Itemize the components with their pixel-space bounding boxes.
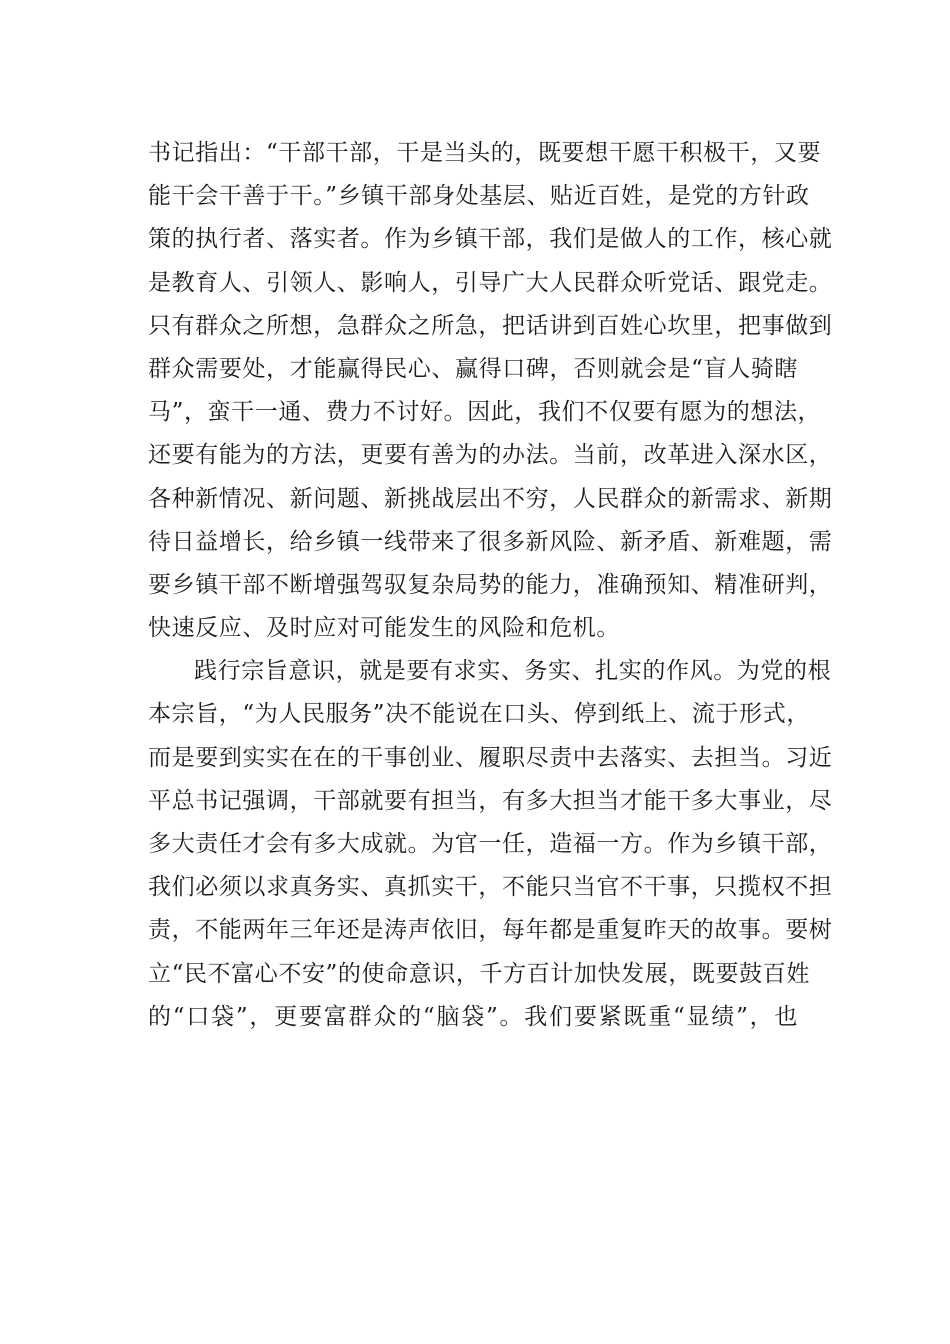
text-line: 本宗旨，“为人民服务”决不能说在口头、停到纸上、流于形式， [148, 701, 810, 728]
text-line: 只有群众之所想，急群众之所急，把话讲到百姓心坎里，把事做到 [148, 312, 833, 339]
text-line: 能干会干善于干。”乡镇干部身处基层、贴近百姓，是党的方针政 [148, 183, 810, 210]
text-line: 待日益增长，给乡镇一线带来了很多新风险、新矛盾、新难题，需 [148, 528, 833, 555]
text-line: 群众需要处，才能赢得民心、赢得口碑，否则就会是“盲人骑瞎 [148, 355, 798, 382]
text-line: 的“口袋”，更要富群众的“脑袋”。我们要紧既重“显绩”，也 [148, 1003, 798, 1030]
text-line: 各种新情况、新问题、新挑战层出不穷，人民群众的新需求、新期 [148, 485, 833, 512]
text-line: 是教育人、引领人、影响人，引导广大人民群众听党话、跟党走。 [148, 269, 833, 296]
text-line: 平总书记强调，干部就要有担当，有多大担当才能干多大事业，尽 [148, 787, 833, 814]
document-body [148, 132, 833, 1039]
text-line: 还要有能为的方法，更要有善为的办法。当前，改革进入深水区， [148, 442, 833, 469]
text-line: 多大责任才会有多大成就。为官一任，造福一方。作为乡镇干部， [148, 831, 833, 857]
text-line: 书记指出：“干部干部，干是当头的，既要想干愿干积极干，又要 [148, 140, 822, 166]
text-line: 责，不能两年三年还是涛声依旧，每年都是重复昨天的故事。要树 [148, 917, 833, 944]
text-line: 快速反应、及时应对可能发生的风险和危机。 [148, 615, 620, 642]
text-line: 策的执行者、落实者。作为乡镇干部，我们是做人的工作，核心就 [148, 226, 833, 253]
text-line: 马”，蛮干一通、费力不讨好。因此，我们不仅要有愿为的想法， [148, 399, 822, 426]
text-line: 而是要到实实在在的干事创业、履职尽责中去落实、去担当。习近 [148, 744, 833, 771]
paragraph-first-line: 践行宗旨意识，就是要有求实、务实、扎实的作风。为党的根 [194, 658, 832, 685]
text-line: 我们必须以求真务实、真抓实干，不能只当官不干事，只揽权不担 [148, 874, 833, 901]
text-line: 要乡镇干部不断增强驾驭复杂局势的能力，准确预知、精准研判， [148, 571, 833, 598]
text-line: 立“民不富心不安”的使命意识，千方百计加快发展，既要鼓百姓 [148, 960, 810, 987]
